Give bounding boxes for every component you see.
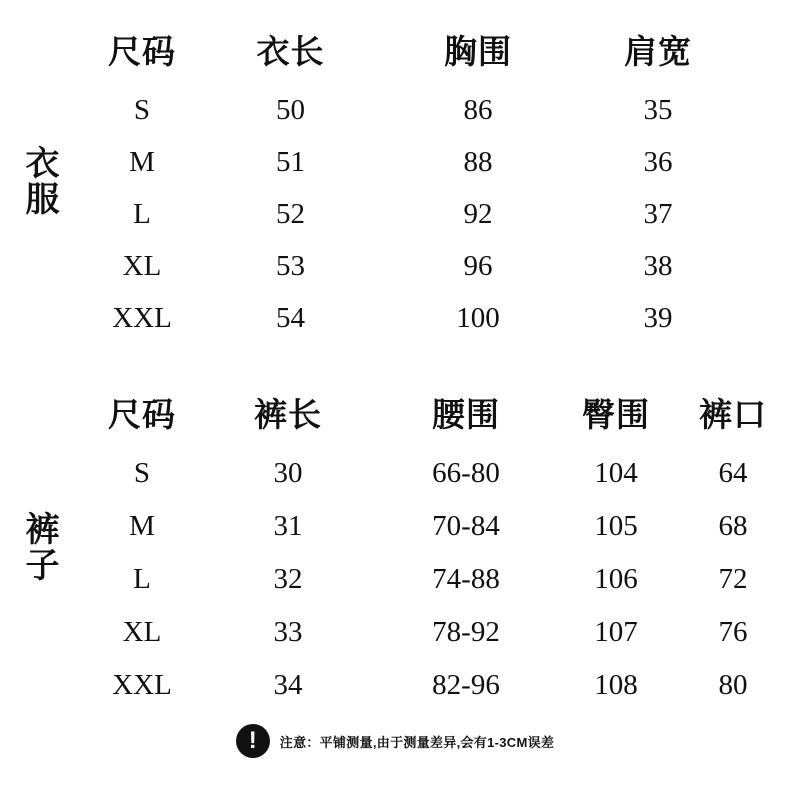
- table-row: [86, 659, 790, 712]
- cell-pant-length: 32: [273, 563, 303, 595]
- cell-bust: 92: [463, 197, 493, 230]
- cell-leg-opening: 68: [718, 510, 748, 542]
- cell-waist: 66-80: [432, 457, 500, 489]
- section-label-clothes-char-2: 服: [25, 182, 61, 219]
- table-header-row: [86, 22, 790, 84]
- table-clothes: [86, 22, 790, 344]
- cell-waist: 78-92: [432, 616, 500, 648]
- table-row: [86, 606, 790, 659]
- table-row: [86, 84, 790, 136]
- cell-pant-length: 30: [273, 457, 303, 489]
- cell-bust: 88: [463, 145, 493, 178]
- cell-size: XL: [122, 616, 162, 648]
- section-clothes: [0, 22, 790, 344]
- cell-size: M: [129, 145, 155, 178]
- cell-bust: 86: [463, 93, 493, 126]
- cell-waist: 74-88: [432, 563, 500, 595]
- cell-size: M: [129, 510, 155, 542]
- cell-size: XXL: [112, 301, 172, 334]
- cell-length: 53: [276, 249, 305, 282]
- table-row: [86, 500, 790, 553]
- table-row: [86, 553, 790, 606]
- cell-leg-opening: 76: [718, 616, 748, 648]
- table-row: [86, 292, 790, 344]
- cell-pant-length: 34: [273, 669, 303, 701]
- cell-length: 51: [276, 145, 305, 178]
- measurement-note: [0, 724, 790, 758]
- table-header-row: [86, 385, 790, 447]
- column-header-bust: 胸围: [444, 34, 512, 71]
- column-header-size: 尺码: [108, 397, 176, 434]
- table-row: [86, 447, 790, 500]
- column-header-leg-opening: 裤口: [699, 397, 767, 434]
- cell-leg-opening: 64: [718, 457, 748, 489]
- cell-hip: 107: [594, 616, 638, 648]
- cell-length: 50: [276, 93, 305, 126]
- exclamation-icon: !: [236, 724, 270, 758]
- cell-pant-length: 33: [273, 616, 303, 648]
- cell-size: S: [133, 93, 151, 126]
- column-header-pant-length: 裤长: [254, 397, 322, 434]
- cell-waist: 82-96: [432, 669, 500, 701]
- cell-hip: 104: [594, 457, 638, 489]
- section-label-clothes-char-1: 衣: [25, 146, 61, 184]
- cell-size: S: [133, 457, 151, 489]
- measurement-note-text: 注意：平铺测量,由于测量差异,会有1-3CM误差: [279, 734, 555, 750]
- cell-size: XXL: [112, 669, 172, 701]
- section-label-pants-char-1: 裤: [25, 511, 61, 549]
- cell-shoulder: 37: [643, 197, 673, 230]
- cell-size: L: [133, 197, 151, 230]
- section-label-clothes: [0, 147, 86, 218]
- cell-shoulder: 39: [643, 301, 673, 334]
- cell-length: 52: [276, 197, 305, 230]
- section-label-pants-char-2: 子: [25, 547, 61, 585]
- cell-shoulder: 36: [643, 145, 673, 178]
- cell-hip: 106: [594, 563, 638, 595]
- cell-leg-opening: 72: [718, 563, 748, 595]
- section-label-pants: [0, 513, 86, 584]
- cell-pant-length: 31: [273, 510, 303, 542]
- cell-size: XL: [122, 249, 162, 282]
- cell-length: 54: [276, 301, 305, 334]
- cell-shoulder: 38: [643, 249, 673, 282]
- cell-leg-opening: 80: [718, 669, 748, 701]
- cell-bust: 96: [463, 249, 493, 282]
- section-pants: [0, 385, 790, 712]
- table-row: [86, 240, 790, 292]
- table-row: [86, 136, 790, 188]
- cell-size: L: [133, 563, 151, 595]
- table-row: [86, 188, 790, 240]
- cell-bust: 100: [456, 301, 500, 334]
- table-pants: [86, 385, 790, 712]
- cell-waist: 70-84: [432, 510, 500, 542]
- cell-hip: 108: [594, 669, 638, 701]
- cell-shoulder: 35: [643, 93, 673, 126]
- column-header-size: 尺码: [108, 34, 176, 71]
- column-header-length: 衣长: [256, 34, 325, 71]
- cell-hip: 105: [594, 510, 638, 542]
- column-header-waist: 腰围: [432, 397, 500, 434]
- column-header-shoulder: 肩宽: [624, 34, 692, 71]
- column-header-hip: 臀围: [582, 397, 650, 434]
